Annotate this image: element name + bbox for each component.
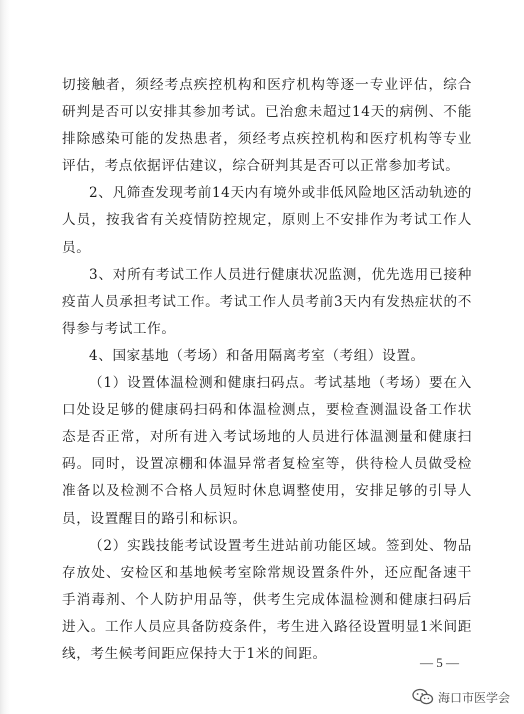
watermark-text: 海口市医学会 [437,690,510,705]
paragraph-4: 4、国家基地（考场）和备用隔离考室（考组）设置。 [89,347,425,364]
document-body [62,72,472,668]
page-number: — 5 — [420,655,459,670]
wechat-icon [412,688,434,706]
paragraph-6: （2）实践技能考试设置考生进站前功能区域。签到处、物品存放处、安检区和基地候考室除常规设置条件外，还应配备速干手消毒剂、个人防护用品等，供考生完成体温检测和健康扫码后进入。工作人员应具备防疫条件，考生进入路径设置明显1米间距线，考生候考间距应保持大于1米的间距。 [62,537,472,662]
paragraph-5: （1）设置体温检测和健康扫码点。考试基地（考场）要在入口处设足够的健康码扫码和体温检测点，要检查测温设备工作状态是否正常，对所有进入考试场地的人员进行体温测量和健康扫码。同时，设置凉棚和体温异常者复检室等，供待检人员做受检准备以及检测不合格人员短时休息调整使用，安排足够的引导人员，设置醒目的路引和标识。 [62,375,472,527]
paragraph-2: 2、凡筛查发现考前14天内有境外或非低风险地区活动轨迹的人员，按我省有关疫情防控规定，原则上不安排作为考试工作人员。 [62,185,472,256]
watermark [412,688,510,706]
paragraph-3: 3、对所有考试工作人员进行健康状况监测，优先选用已接种疫苗人员承担考试工作。考试工作人员考前3天内有发热症状的不得参与考试工作。 [62,266,472,337]
paragraph-1: 切接触者，须经考点疾控机构和医疗机构等逐一专业评估，综合研判是否可以安排其参加考试。已治愈未超过14天的病例、不能排除感染可能的发热患者，须经考点疾控机构和医疗机构等专业评估，考点依据评估建议，综合研判其是否可以正常参加考试。 [62,77,472,175]
